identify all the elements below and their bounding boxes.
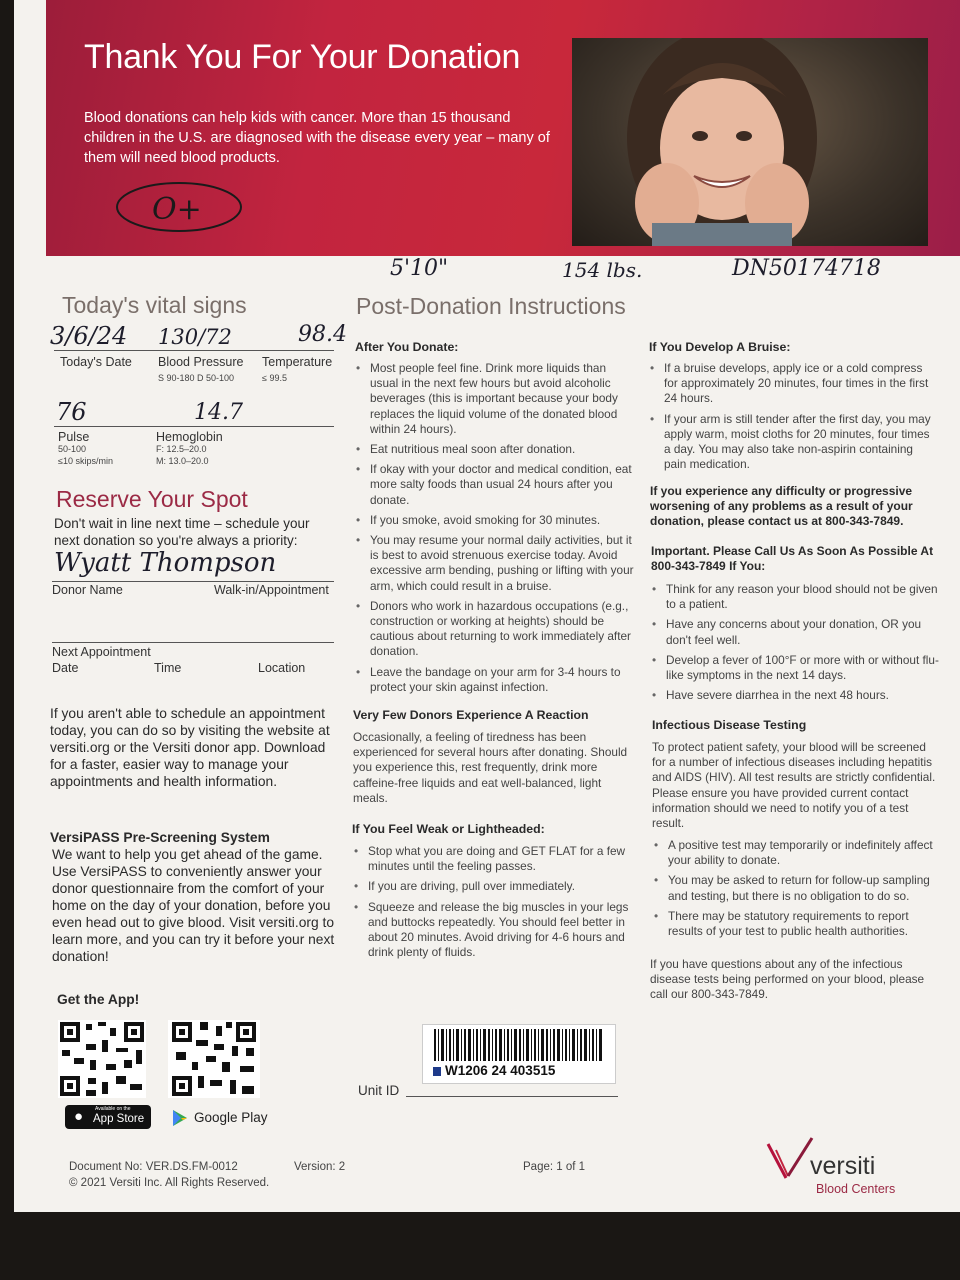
list-item: • Most people feel fine. Drink more liquids than usual in the next few hours but avoid alcoholic beverages (this is important because your body replaces the liquid volume of the donated blood within 24 hours). (356, 361, 636, 437)
questions-text: If you have questions about any of the infectious disease tests being performed on your blood, please call our 800-343-7849. (650, 957, 925, 1002)
google-play-qr-code[interactable] (168, 1020, 260, 1098)
apple-icon: ● (74, 1108, 84, 1125)
bruise-list (650, 361, 932, 477)
document-number: Document No: VER.DS.FM-0012 (69, 1161, 238, 1173)
list-item: • Have any concerns about your donation, OR you don't feel well. (652, 617, 942, 647)
hgb-label: Hemoglobin (156, 430, 223, 444)
vitals-heading: Today's vital signs (62, 292, 247, 318)
temp-label: Temperature (262, 355, 333, 369)
vitals-line-1 (54, 350, 334, 351)
list-item: • Have severe diarrhea in the next 48 hours. (652, 688, 942, 703)
copyright: © 2021 Versiti Inc. All Rights Reserved. (69, 1177, 270, 1189)
temp-value: 98.4 (298, 322, 347, 347)
important-list (652, 582, 942, 708)
banner-title: Thank You For Your Donation (84, 38, 521, 76)
hgb-range-2: M: 13.0–20.0 (156, 456, 209, 466)
testing-heading: Infectious Disease Testing (652, 718, 807, 732)
list-item: • You may be asked to return for follow-up sampling and testing, but there is no obligation to do so. (654, 873, 940, 903)
next-appt-line (52, 642, 334, 643)
unit-barcode (422, 1024, 616, 1084)
banner (46, 0, 960, 256)
donor-name-line (52, 581, 334, 582)
donor-number-handwritten: DN50174718 (732, 256, 881, 281)
barcode-number: W1206 24 403515 (445, 1063, 556, 1078)
hgb-value: 14.7 (194, 400, 243, 425)
list-item: • Think for any reason your blood should not be given to a patient. (652, 582, 942, 612)
date-value: 3/6/24 (50, 322, 128, 350)
donor-name-value: Wyatt Thompson (54, 548, 277, 578)
list-item: • Squeeze and release the big muscles in your legs and buttocks repeatedly. You should feel better in about 20 minutes. Avoid driving for 4-6 hours and drink plenty of fluids. (354, 900, 636, 961)
google-play-badge[interactable] (170, 1106, 274, 1130)
versiti-logo-sub: Blood Centers (816, 1182, 896, 1196)
barcode-bars (424, 1027, 614, 1063)
hgb-range-1: F: 12.5–20.0 (156, 444, 207, 454)
list-item: • If you are driving, pull over immediately. (354, 879, 636, 894)
blood-type-text: O+ (152, 192, 202, 227)
walkin-label: Walk-in/Appointment (214, 583, 329, 597)
important-heading: Important. Please Call Us As Soon As Possible At 800-343-7849 If You: (651, 544, 934, 574)
pulse-range-2: ≤10 skips/min (58, 456, 113, 466)
temp-range: ≤ 99.5 (262, 373, 287, 383)
document-page (14, 0, 960, 1212)
bp-value: 130/72 (158, 325, 232, 349)
list-item: • A positive test may temporarily or indefinitely affect your ability to donate. (654, 838, 940, 868)
blood-type-circle (114, 175, 244, 235)
weak-heading: If You Feel Weak or Lightheaded: (352, 822, 545, 836)
google-play-icon (172, 1109, 188, 1127)
barcode-flag-icon (433, 1067, 441, 1076)
list-item: • Stop what you are doing and GET FLAT for a few minutes until the feeling passes. (354, 844, 636, 874)
app-store-qr-code[interactable] (58, 1020, 146, 1098)
page-number: Page: 1 of 1 (523, 1161, 586, 1173)
donor-name-label: Donor Name (52, 583, 123, 597)
difficulty-text: If you experience any difficulty or progressive worsening of any problems as a result of your donation, please contact us at 800-343-7849. (650, 484, 913, 529)
weak-list (354, 844, 636, 965)
unit-id-label: Unit ID (358, 1083, 400, 1098)
versipass-text: We want to help you get ahead of the game. Use VersiPASS to conveniently answer your donor questionnaire from the comfort of your home on the day of your donation, before you even head out to give blood. Visit versiti.org to learn more, and you can try it before your next donation! (52, 847, 335, 964)
unit-id-line (406, 1096, 618, 1097)
height-handwritten: 5'10" (390, 256, 449, 281)
banner-text: Blood donations can help kids with cancer. More than 15 thousand children in the U.S. are diagnosed with the disease every year – many of them will need blood products. (84, 110, 550, 166)
app-store-small-label: Available on the (95, 1106, 131, 1112)
versipass-heading: VersiPASS Pre-Screening System (50, 830, 270, 845)
reserve-text: Don't wait in line next time – schedule your next donation so you're always a priority: (54, 516, 310, 548)
vitals-line-2 (54, 426, 334, 427)
reaction-text: Occasionally, a feeling of tiredness has been experienced for several hours after donating. Should you experience this, rest frequently, drink more caffeine-free liquids and eat well-balanced, light meals. (353, 730, 628, 805)
app-store-badge[interactable] (65, 1105, 151, 1129)
list-item: • If you smoke, avoid smoking for 30 minutes. (356, 513, 636, 528)
list-item: • You may resume your normal daily activities, but it is best to avoid strenuous exercise today. Avoid excessive arm bending, pushing or lifting with your arm, which could result in a bruise. (356, 533, 636, 594)
pulse-range-1: 50-100 (58, 444, 87, 454)
weight-handwritten: 154 lbs. (562, 258, 643, 282)
appt-date-label: Date (52, 661, 79, 675)
list-item: • If a bruise develops, apply ice or a cold compress for approximately 20 minutes, four times in the first 24 hours. (650, 361, 932, 407)
bp-range: S 90-180 D 50-100 (158, 373, 235, 383)
next-appt-label: Next Appointment (52, 645, 151, 659)
reaction-heading: Very Few Donors Experience A Reaction (353, 708, 589, 722)
list-item: • There may be statutory requirements to report results of your test to public health authorities. (654, 909, 940, 939)
list-item: • Eat nutritious meal soon after donation. (356, 442, 636, 457)
after-donate-heading: After You Donate: (355, 340, 459, 354)
versiti-logo-text: versiti (810, 1152, 876, 1180)
get-app-label: Get the App! (57, 992, 140, 1007)
testing-list (654, 838, 940, 944)
pulse-value: 76 (56, 398, 87, 426)
list-item: • If your arm is still tender after the first day, you may apply warm, moist cloths for 20 minutes, four times a day. You may also take non-aspirin containing pain medication. (650, 412, 932, 473)
list-item: • Donors who work in hazardous occupations (e.g., construction or working at heights) should be cautious about returning to work immediately after donation. (356, 599, 636, 660)
version-label: Version: 2 (294, 1161, 346, 1173)
reserve-heading: Reserve Your Spot (56, 486, 248, 512)
post-donation-heading: Post-Donation Instructions (356, 293, 626, 319)
list-item: • If okay with your doctor and medical condition, eat more salty foods than usual 24 hours after you donate. (356, 462, 636, 508)
appt-location-label: Location (258, 661, 306, 675)
after-donate-list (356, 361, 636, 700)
appt-time-label: Time (154, 661, 182, 675)
google-play-label: Google Play (194, 1110, 268, 1125)
child-photo (572, 38, 928, 246)
date-label: Today's Date (60, 355, 132, 369)
list-item: • Leave the bandage on your arm for 3-4 hours to protect your skin against infection. (356, 665, 636, 695)
app-store-label: App Store (93, 1113, 145, 1125)
pulse-label: Pulse (58, 430, 90, 444)
bruise-heading: If You Develop A Bruise: (649, 340, 791, 354)
list-item: • Develop a fever of 100°F or more with or without flu-like symptoms in the next 14 days. (652, 653, 942, 683)
bp-label: Blood Pressure (158, 355, 244, 369)
testing-text: To protect patient safety, your blood will be screened for a number of infectious diseases including hepatitis and AIDS (HIV). All test results are strictly confidential. Please ensure you have provided current contact information should we need to notify you of a test result. (652, 740, 936, 831)
schedule-text: If you aren't able to schedule an appointment today, you can do so by visiting the website at versiti.org or the Versiti donor app. Download for a faster, easier way to manage your appointments and health information. (50, 706, 330, 789)
